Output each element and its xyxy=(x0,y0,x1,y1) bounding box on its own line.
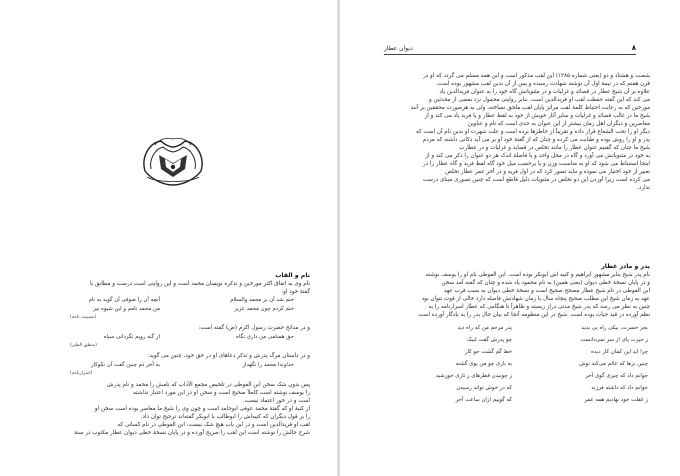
verse-hemistich: بجز حسرت، بیکی راه بی بدید xyxy=(581,325,648,331)
text-line: و در داستان مرگ پدرش و تذکر دعاهای او در حق خود، چنین می گوید: xyxy=(147,353,310,359)
text-line: شیخ ما در غالب قصائد و غزلیات و سایر آثار خویش از خود به لفظ عطار و یا فرید یاد می کند و از xyxy=(424,113,650,119)
text-line: اینجا استنباط می شود که او به مناسبت وزن و یا برحسب میل خود گاه لفظ فرید و گاه عطار را در xyxy=(422,161,650,167)
verse-hemistich: از گنه رویم نگردانی سیاه xyxy=(103,334,160,340)
text-line: می کرده است زیرا آوردن این دو تخلص در مثنویات دلیل قاطع است که چنین تصوری مبنای درست xyxy=(422,177,650,183)
text-line: و در مدائح حضرت رسول اکرم (ص) گفته است: xyxy=(198,325,310,331)
text-line: را بر قول دیگران که کنیه‌اش را ابوطالب یا ابوبکر گفته‌اند ترجیح توان داد. xyxy=(140,414,310,420)
verse-hemistich: من محمد نامم و این شیوه نیز xyxy=(93,306,160,312)
text-line: و در پایان نسخهٔ خطی دیوان (یعنی همین) به نام محمود یاد شده و چنان که گفته آمد سخن xyxy=(441,280,650,286)
text-line: قرن هفتم که در نیمهٔ اول آن نوشته شهادت رسیده و پس از آن بدین لقب مشهور بوده است. xyxy=(435,81,650,87)
text-line: مورخین که به رعایت احتیاط کلمهٔ لقب مراتز پایان لقب ملحق نساخته، ولی به هرصورت محققین بر آنند xyxy=(410,105,650,111)
source-reference: (منطق الطیر) xyxy=(70,343,97,348)
text-line: تعبیر از خود اختیار می نموده و نباید تصور کرد که در اول فرید و در آخر عمر عطار تخلص xyxy=(445,169,650,175)
verse-hemistich: ختم شد آن بر محمد والسلام xyxy=(230,297,294,303)
text-line: را یوسف نوشته است کاملاً صحیح است و سخن او در این مورد اعتبار نداشته xyxy=(133,390,310,396)
verse-hemistich: چنین نزها که عالم می‌کند نوش xyxy=(578,361,648,367)
verse-hemistich: که در خوش تواند رسیدن xyxy=(456,385,512,391)
verse-hemistich: آنچه آن را صوفی آن گوید به نام xyxy=(88,297,160,303)
decorative-emblem-icon xyxy=(137,133,209,191)
verse-hemistich: پدر مرحم من که راه دید xyxy=(457,325,512,331)
source-reference: (مصیبت نامه) xyxy=(70,315,97,320)
text-line: می کند که این گفته حفظت لقب او فریدالدین است. بنابر روایتی محمول نزد بعضی از محدثین و xyxy=(429,97,650,103)
text-line: شرح حالش را نوشته است این لقب را صریح آورده و در پایان نسخهٔ خطی دیوان عطار مکتوب در سنهٔ xyxy=(74,430,310,436)
verse-hemistich: ز چونیدن قطرهای ز تاری خورشید xyxy=(435,373,512,379)
verse-hemistich: ز حیرت پای از سر نمی‌دانست xyxy=(580,337,648,343)
text-line: ابن الفوطی در نام شیخ عطار مصحح صحیح است و نسخهٔ خطی دیوان به سبب قرب عهد xyxy=(443,288,650,294)
text-line: شصت و هشتاد و دو (یعنی شماره ۱۳۸۵) این لقب مذکور است و این همه مسلم می گردد که او در xyxy=(423,73,650,79)
running-header xyxy=(384,44,636,55)
text-line: دیگر او را تحت الشعاع قرار داده و تقریباً از خاطرها برده است و علت شهرت او بدین نام آن است که xyxy=(415,129,650,135)
verse-hemistich: ختم کردم چون محمد عزیز xyxy=(234,306,294,312)
text-line: گفتهٔ خود او: xyxy=(281,289,310,295)
text-line: پدر و او را روش بوده و طبابت می کرده و چنان که از گفتهٔ خود او بر می آید دکانی داشته که مردم xyxy=(422,137,650,143)
running-title: دیوان عطار xyxy=(384,45,413,52)
verse-hemistich: جوانم داد که چیزی گوی آخر xyxy=(585,373,648,379)
right-page xyxy=(340,0,680,476)
text-line: از کنیهٔ او که گفتهٔ محمد عوفی ابوحامد است و چون وی را شیخ ما معاصر بوده است سخن او xyxy=(94,406,310,412)
text-line: عهد به زمان شیخ این مطلب صحیح پنجاه سال با زمان شهادتش فاصله دارد خالی از قوت نتوان بود xyxy=(421,296,650,302)
verse-hemistich: خداوندا محمد را نگهدار xyxy=(242,362,294,368)
text-line: پس بدون شک سخن ابن الفوطی در تلخیص مجمع الآداب که نامش را محمد و نام پدرش xyxy=(106,382,310,388)
text-line: نام پدر شیخ بنابر مشهور ابراهیم و کنیه اش ابوبکر بوده است. ابن الفوطی نام او را یوسف نوشته xyxy=(425,272,650,278)
verse-hemistich: چرا اید این کمان کار دیده xyxy=(591,349,648,355)
text-line: نظم آورده در قید حیات بوده است. شیخ در این منظومه آنجا که بیان حال پدر را به یادگار آورده است xyxy=(418,312,650,318)
text-line: است و در خور اعتماد نیست. xyxy=(242,398,310,404)
verse-hemistich: جوانم داد که داشته فرزند xyxy=(591,385,648,391)
verse-hemistich: حق همنامی من داری نگاه xyxy=(236,334,294,340)
text-line: نام وی به اتفاق اکثر مورخین و تذکره نویسان محمد است و این روایتی است درست و مطابق با xyxy=(89,281,310,287)
text-line: ندارد. xyxy=(636,185,650,191)
left-page xyxy=(0,0,338,476)
section-heading: نام و القاب xyxy=(275,272,310,279)
verse-hemistich: چو پدرش گفت لبیک xyxy=(466,337,512,343)
verse-hemistich: که گوییم ازان ساعت آخر xyxy=(455,397,512,403)
page-number: ۸ xyxy=(631,44,636,52)
verse-hemistich: به بازی چو من پوی گشته xyxy=(455,361,512,367)
text-line: شیخ ما چنان که گفتیم عنوان عطار را مانند تخلص در قصاید و غزلیات و در عطارب xyxy=(459,145,650,151)
text-line: به خود در مثنویاتش می آورد و گاه در محل واحد و یا فاصلهٔ اندک هر دو عنوان را ذکر می کند و از xyxy=(425,153,650,159)
text-line: لقب او فریدالدین است و در این باب هیچ شک نیست، ابن الفوطی در نام کسانی که xyxy=(117,422,310,428)
source-reference: (اسرارنامه) xyxy=(70,371,93,376)
section-heading: پدر و مادر عطار xyxy=(601,263,650,270)
text-line: چنین به نظر می رسد که پدر شیخ مدتی دراز زیسته و ظاهراً تا هنگامی که عطار اسرارنامه را به xyxy=(428,304,650,310)
verse-hemistich: خط گم گشت جو کار xyxy=(464,349,512,355)
verse-hemistich: ز غفلت خود نهادیم همه عمر xyxy=(584,397,648,403)
verse-hemistich: به آخر دم چنین گفت آن نکوکار xyxy=(90,362,160,368)
text-line: معاصرین و دیگران اهل زمان بیشتر از این عنوان به حدی است که نام و عناوین xyxy=(467,121,650,127)
text-line: علاوه بر آن شیخ عطار در قصائد و غزلیات و در مثنویاتش گاه خود را به عنوان فریدالدین یاد xyxy=(439,89,650,95)
